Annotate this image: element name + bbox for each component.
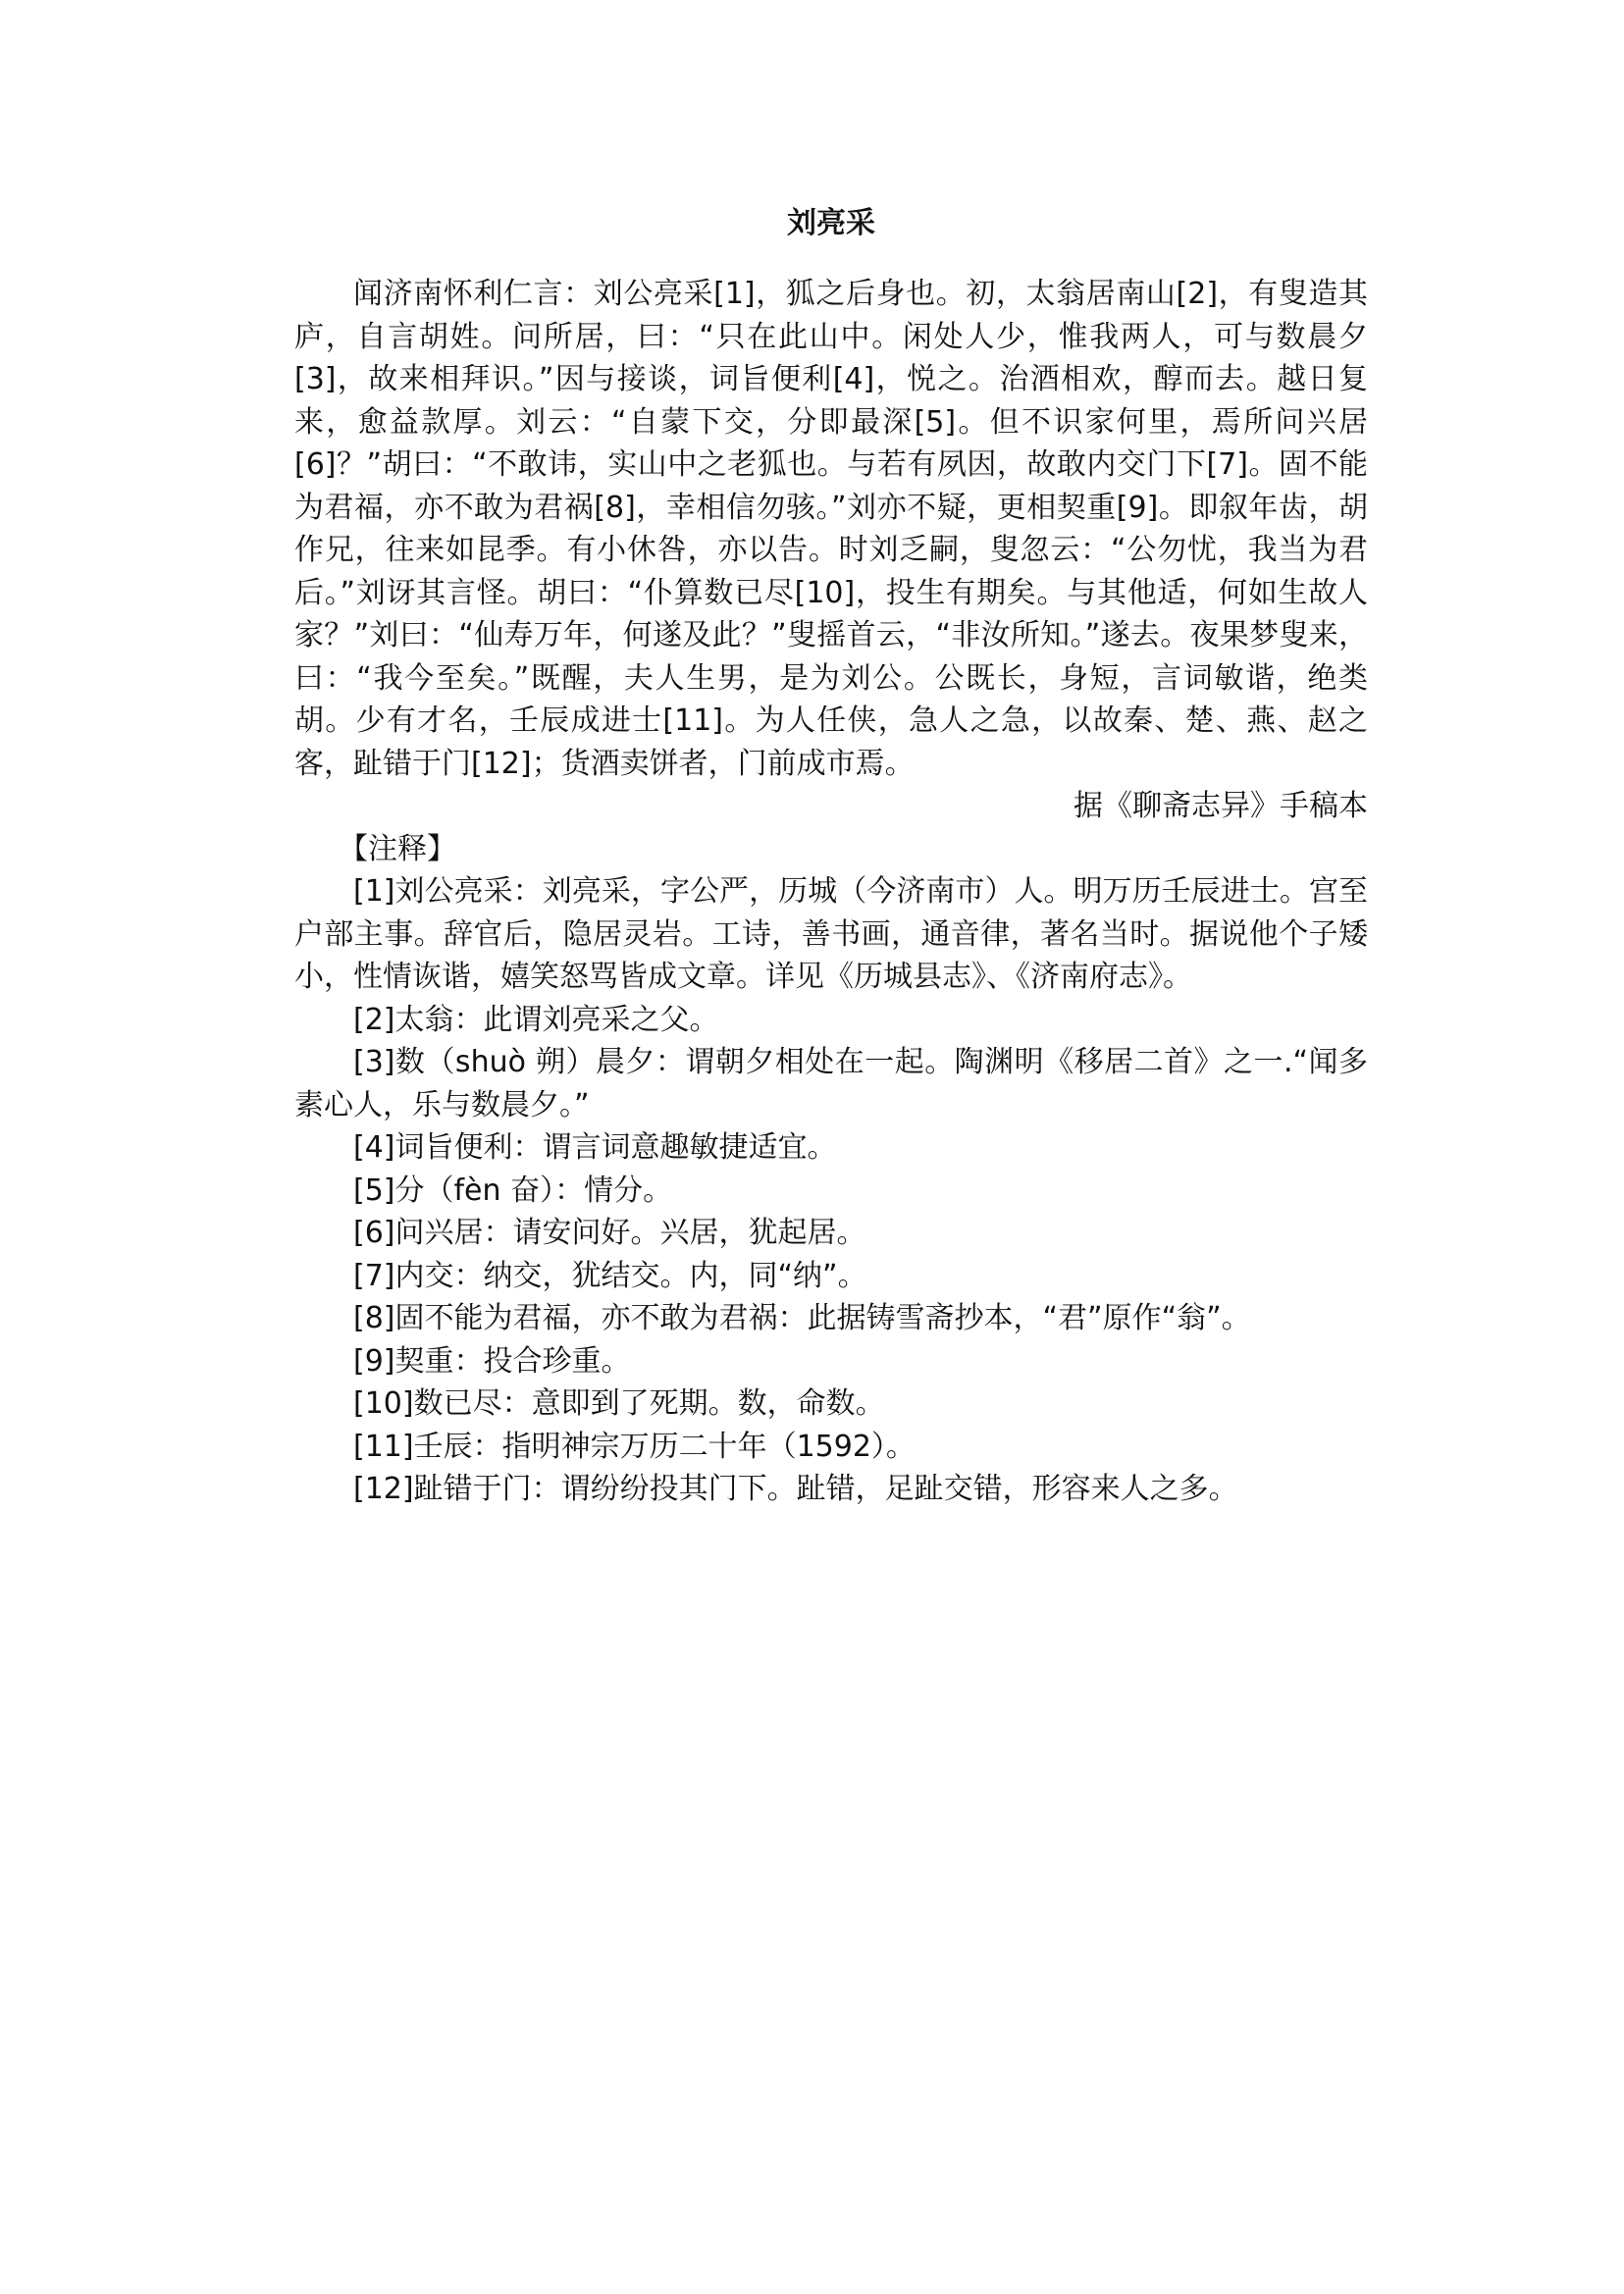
body-paragraph: 闻济南怀利仁言：刘公亮采[1]，狐之后身也。初，太翁居南山[2]，有叟造其庐，自言胡姓。问所居，曰：“只在此山中。闲处人少，惟我两人，可与数晨夕[3]，故来相拜识。”因与接谈，词旨便利[4]，悦之。治酒相欢，醇而去。越日复来，愈益款厚。刘云：“自蒙下交，分即最深[5]。但不识家何里，焉所问兴居[6]？”胡曰：“不敢讳，实山中之老狐也。与若有夙因，故敢内交门下[7]。固不能为君福，亦不敢为君祸[8]，幸相信勿骇。”刘亦不疑，更相契重[9]。即叙年齿，胡作兄，往来如昆季。有小休咎，亦以告。时刘乏嗣，叟忽云：“公勿忧，我当为君后。”刘讶其言怪。胡曰：“仆算数已尽[10]，投生有期矣。与其他适，何如生故人家？”刘曰：“仙寿万年，何遂及此？”叟摇首云，“非汝所知。”遂去。夜果梦叟来，曰：“我今至矣。”既醒，夫人生男，是为刘公。公既长，身短，言词敏谐，绝类胡。少有才名，壬辰成进士[11]。为人任侠，急人之急，以故秦、楚、燕、赵之客，趾错于门[12]；货酒卖饼者，门前成市焉。 bbox=[294, 277, 1368, 781]
note-item: [5]分（fèn 奋）：情分。 bbox=[353, 1173, 673, 1208]
notes-heading: 【注释】 bbox=[339, 831, 456, 866]
note-item: [6]问兴居：请安问好。兴居，犹起居。 bbox=[353, 1216, 866, 1250]
document-title: 刘亮采 bbox=[787, 206, 875, 240]
note-item: [10]数已尽：意即到了死期。数，命数。 bbox=[353, 1386, 885, 1421]
note-item: [7]内交：纳交，犹结交。内，同“纳”。 bbox=[353, 1258, 867, 1293]
source-citation: 据《聊斋志异》手稿本 bbox=[1074, 789, 1368, 823]
note-item: [1]刘公亮采：刘亮采，字公严，历城（今济南市）人。明万历壬辰进士。宫至户部主事。辞官后，隐居灵岩。工诗，善书画，通音律，著名当时。据说他个子矮小，性情诙谐，嬉笑怒骂皆成文章。详见《历城县志》、《济南府志》。 bbox=[294, 874, 1368, 994]
note-item: [2]太翁：此谓刘亮采之父。 bbox=[353, 1002, 719, 1037]
note-item: [12]趾错于门：谓纷纷投其门下。趾错，足趾交错，形容来人之多。 bbox=[353, 1472, 1238, 1506]
note-item: [8]固不能为君福，亦不敢为君祸：此据铸雪斋抄本，“君”原作“翁”。 bbox=[353, 1301, 1251, 1335]
document-content bbox=[294, 196, 1368, 1511]
note-item: [3]数（shuò 朔）晨夕：谓朝夕相处在一起。陶渊明《移居二首》之一.“闻多素心人，乐与数晨夕。” bbox=[294, 1045, 1368, 1122]
note-item: [4]词旨便利：谓言词意趣敏捷适宜。 bbox=[353, 1130, 837, 1165]
notes-list bbox=[294, 870, 1368, 1511]
note-item: [11]壬辰：指明神宗万历二十年（1592）。 bbox=[353, 1429, 916, 1464]
note-item: [9]契重：投合珍重。 bbox=[353, 1343, 631, 1379]
